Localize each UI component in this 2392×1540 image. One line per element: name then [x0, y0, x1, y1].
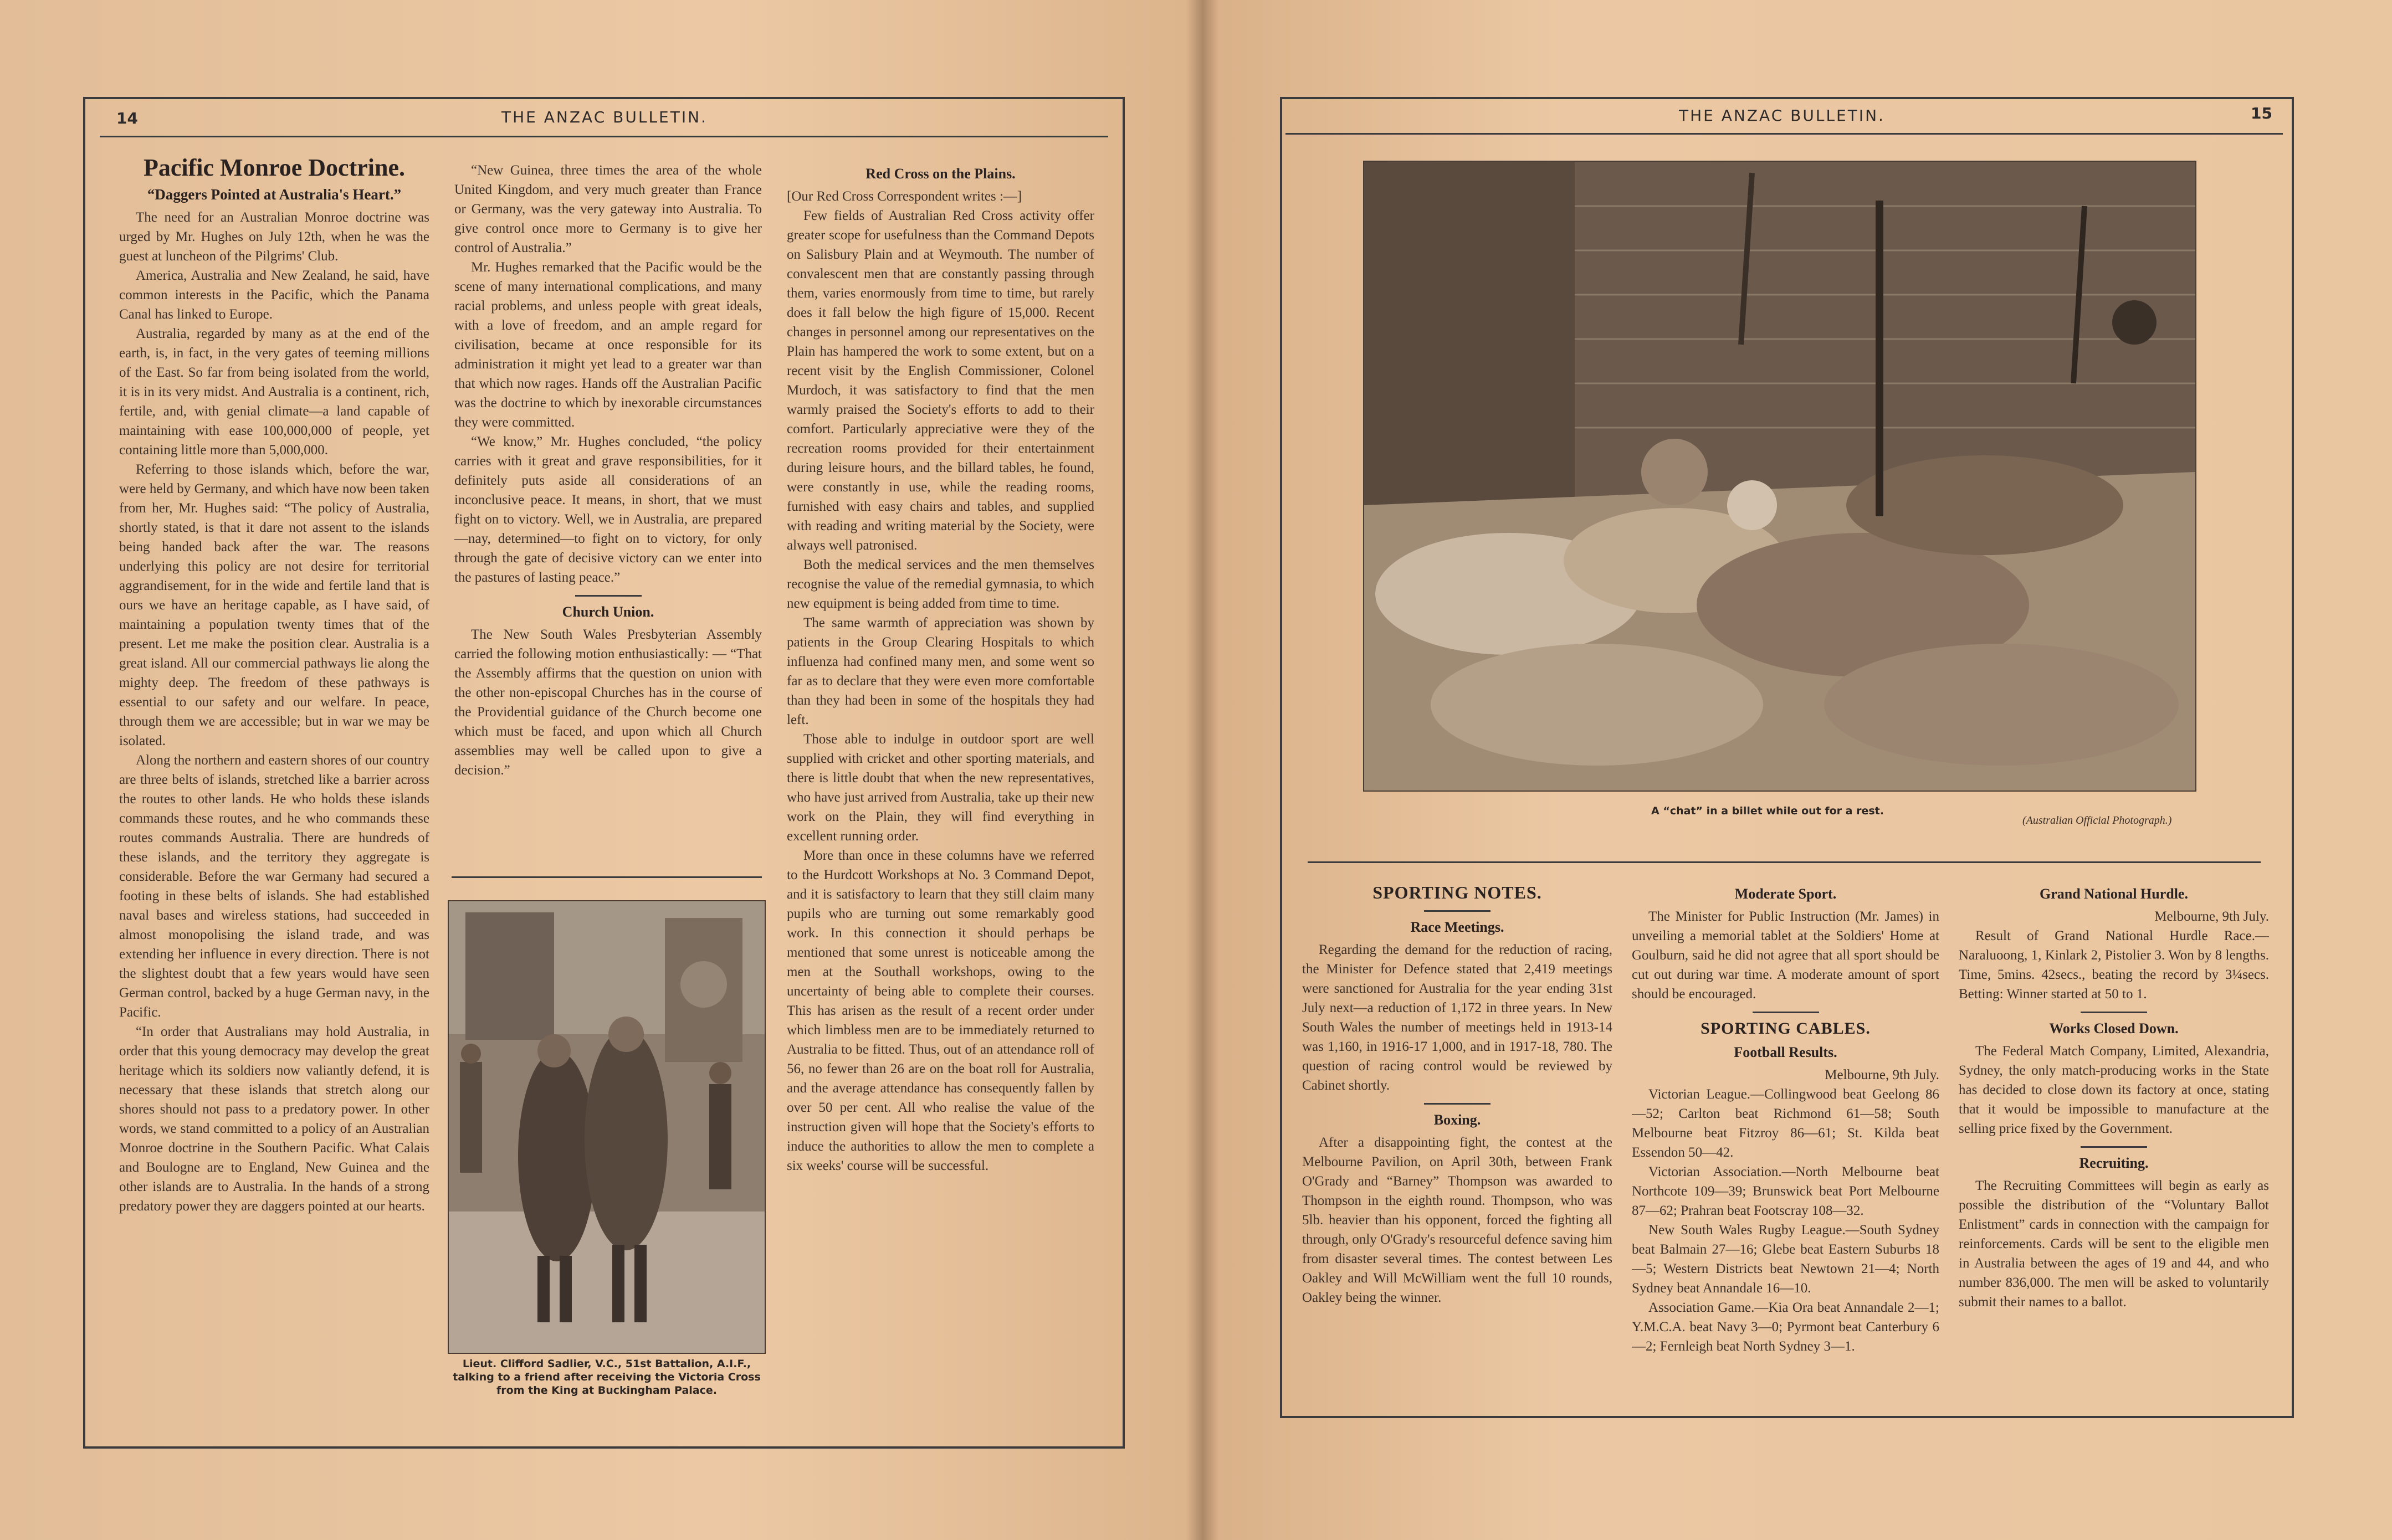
paragraph: Few fields of Australian Red Cross activity offer greater scope for usefulness than the Command Depots on Salisbury Plain and at Weymouth. The number of convalescent men that are constantly passing through them, varies enormously from time to time, but rarely does it fall below the high figure of 15,000. Recent changes in personnel among our representatives on the Plain has hampered the work to some extent, but on a recent visit by the English Commissioner, Colonel Murdoch, it was satisfactory to find that the men warmly praised the Society's efforts to add to their comfort. Particularly appreciative were they of the recreation rooms provided for their entertainment during leisure hours, and the billard tables, he found, were constantly in use, while the reading rooms, furnished with easy chairs and tables, and supplied with reading and writing material by the Society, were always well patronised. [787, 208, 1094, 553]
article-title-pacific: Pacific Monroe Doctrine. [143, 158, 405, 181]
paragraph: Australia, regarded by many as at the end of the earth, is, in fact, in the very gates of teeming millions of the East. So far from being isolated from the world, it is in its very midst. And Australia is a continent, rich, fertile, and, with genial climate—a land capable of maintaining with ease 100,000,000 of people, yet containing little more than 5,000,000. [119, 326, 429, 458]
paragraph: The Minister for Public Instruction (Mr. James) in unveiling a memorial tablet at the Soldiers' Home at Goulburn, said he did not agree that all sport should be cut out during war time. A moderate amount of sport should be encouraged. [1632, 909, 1939, 1002]
section-rule [575, 595, 642, 597]
right-column-3 [1959, 881, 2269, 1413]
football-results-title: Football Results. [1734, 1044, 1837, 1060]
red-cross-byline: [Our Red Cross Correspondent writes :—] [787, 189, 1022, 204]
paragraph: Mr. Hughes remarked that the Pacific would be the scene of many international complications, and many racial problems, and unless people with great ideals, with a love of freedom, and an ample regard for civilisation, became at once responsible for its administration it might yet lead to a greater war than that which now rages. Hands off the Australian Pacific was the doctrine to which by inexorable circumstances they were committed. [454, 260, 762, 430]
paragraph: Victorian League.—Collingwood beat Geelong 86—52; Carlton beat Richmond 61—58; South Melbourne beat Fitzroy 86—61; St. Kilda beat Essendon 50—42. [1632, 1087, 1939, 1160]
billet-photo-illustration [1364, 162, 2195, 790]
billet-photo-caption: A “chat” in a billet while out for a rest. [1651, 805, 1884, 817]
paragraph: New South Wales Rugby League.—South Sydney beat Balmain 27—16; Glebe beat Eastern Suburbs 18—5; Western Districts beat Newtown 21—4; North Sydney beat Annandale 16—10. [1632, 1223, 1939, 1296]
right-column-1 [1302, 881, 1612, 1413]
left-running-head: THE ANZAC BULLETIN. [501, 108, 708, 126]
paragraph: Along the northern and eastern shores of our country are three belts of islands, stretched like a barrier across the routes to other lands. He who holds these islands commands these routes, and he who commands these routes commands Australia. There are hundreds of these islands, and the territory they aggregate is considerable. Before the war Germany had secured a footing in these belts of islands. She had established naval bases and wireless stations, had succeeded in almost monopolising the island trade, and was extending her influence in every direction. There is not the slightest doubt that a few years would have seen German control, backed by a huge German navy, in the Pacific. [119, 753, 429, 1020]
race-meetings-title: Race Meetings. [1410, 919, 1504, 935]
paragraph: The same warmth of appreciation was shown by patients in the Group Clearing Hospitals to which influenza had confined many men, and some went so far as to declare that they were even more comfortable than they had been in some of the hospitals they had left. [787, 615, 1094, 727]
section-rule [1424, 1103, 1490, 1105]
paragraph: Result of Grand National Hurdle Race.—Naraluoong, 1, Kinlark 2, Pistolier 3. Won by 8 lengths. Time, 5mins. 42secs., beating the record by 3¼secs. Betting: Winner started at 50 to 1. [1959, 928, 2269, 1002]
church-union-title: Church Union. [562, 604, 654, 620]
paragraph: More than once in these columns have we referred to the Hurdcott Workshops at No. 3 Command Depot, and it is satisfactory to learn that they still claim many pupils who are turning out some remarkably good work. In this connection it should perhaps be mentioned that some unrest is noticeable among the men at the Southall workshops, owing to the uncertainty of being able to complete their courses. This has arisen as the result of a recent order under which limbless men are to be immediately returned to Australia to be fitted. Thus, out of an attendance roll of 56, no fewer than 26 are on the boat roll for Australia, and the average attendance has consequently fallen by over 50 per cent. All who realise the value of the instruction given will hope that the Society's efforts to induce the authorities to allow the men to complete a six weeks' course will be successful. [787, 848, 1094, 1173]
article-subtitle: “Daggers Pointed at Australia's Heart.” [147, 186, 402, 203]
paragraph: “We know,” Mr. Hughes concluded, “the policy carries with it great and grave responsibilities, for it definitely puts aside all considerations of an inconclusive peace. It means, in short, that we must fight on to victory. Well, we in Australia, are prepared—nay, determined—to fight on to victory, for only through the gate of decisive victory can we enter into the pastures of lasting peace.” [454, 434, 762, 585]
section-rule [1753, 1012, 1819, 1013]
left-page-number: 14 [116, 109, 138, 127]
paragraph: “New Guinea, three times the area of the whole United Kingdom, and very much greater than France or Germany, was the very gateway into Australia. To give control once more to Germany is to give her control of Australia.” [454, 163, 762, 255]
section-rule [2081, 1146, 2147, 1148]
paragraph: Those able to indulge in outdoor sport are well supplied with cricket and other sporting materials, and there is little doubt that when the new representatives, who have just arrived from Australia, take up their new work on the Plain, they will find everything in excellent running order. [787, 732, 1094, 844]
hurdle-dateline: Melbourne, 9th July. [2154, 909, 2269, 924]
right-running-head: THE ANZAC BULLETIN. [1679, 106, 1885, 125]
section-separator [1308, 861, 2261, 863]
paragraph: America, Australia and New Zealand, he said, have common interests in the Pacific, which the Panama Canal has linked to Europe. [119, 268, 429, 322]
paragraph: The Federal Match Company, Limited, Alexandria, Sydney, the only match-producing works in the State has decided to close down its factory at once, stating that it would be impossible to manufacture at the selling price fixed by the Government. [1959, 1044, 2269, 1136]
moderate-sport-title: Moderate Sport. [1734, 886, 1837, 902]
paragraph: “In order that Australians may hold Australia, in order that this young democracy may develop the great heritage which its soldiers now valiantly defend, it is necessary that these islands that stretch along our shores should not pass to a predatory power. In other words, we stand committed to a policy of an Australian Monroe doctrine in the Southern Pacific. What Calais and Boulogne are to England, New Guinea and the other islands are to Australia. In the hands of a strong predatory power they are daggers pointed at our hearts. [119, 1024, 429, 1214]
paragraph: The New South Wales Presbyterian Assembly carried the following motion enthusiastically: — “That the Assembly affirms that the question on union with the other non-episcopal Churches has in the course of the Providential guidance of the Church become one which must be faced, and upon which all Church assemblies may well be called upon to give a decision.” [454, 627, 762, 778]
right-head-rule [1285, 133, 2283, 135]
grand-national-title: Grand National Hurdle. [2040, 886, 2188, 902]
paragraph: Referring to those islands which, before the war, were held by Germany, and which have now been taken from her, Mr. Hughes said: “The policy of Australia, shortly stated, is that it dare not assent to the islands being handed back after the war. The reasons underlying this policy are not desire for territorial aggrandisement, for in the wide and fertile land that is ours we have an heritage capable, as I have said, of maintaining a population twenty times that of the present. Let me make the position clear. Australia is a great island. All our commercial pathways lie along the mighty deep. The freedom of these pathways is essential to our safety and our welfare. In peace, through them we are accessible; but in war we may be isolated. [119, 462, 429, 748]
vc-photo-caption: Lieut. Clifford Sadlier, V.C., 51st Battalion, A.I.F., talking to a friend after receiving the Victoria Cross from the King at Buckingham Palace. [453, 1358, 761, 1397]
vc-photo [448, 900, 766, 1354]
paragraph: After a disappointing fight, the contest at the Melbourne Pavilion, on April 30th, between Frank O'Grady and “Barney” Thompson was awarded to Thompson in the eighth round. Thompson, who was 5lb. heavier than his opponent, forced the fighting all through, only O'Grady's resourceful defence saving him from disaster several times. The contest between Les Oakley and Will McWilliam went the full 10 rounds, Oakley being the winner. [1302, 1135, 1612, 1305]
paragraph: The need for an Australian Monroe doctrine was urged by Mr. Hughes on July 12th, when he was the guest at luncheon of the Pilgrims' Club. [119, 210, 429, 264]
paragraph: Association Game.—Kia Ora beat Annandale 2—1; Y.M.C.A. beat Navy 3—0; Pyrmont beat Canterbury 6—2; Fernleigh beat North Sydney 3—1. [1632, 1300, 1939, 1354]
paragraph: Regarding the demand for the reduction of racing, the Minister for Defence stated that 2,419 meetings were sanctioned for Australia for the year ending 31st July next—a reduction of 1,172 in three years. In New South Wales the number of meetings held in 1913-14 was 1,160, in 1916-17 1,000, and in 1917-18, 780. The question of racing control would be reviewed by Cabinet shortly. [1302, 942, 1612, 1093]
paragraph: Victorian Association.—North Melbourne beat Northcote 109—39; Brunswick beat Port Melbourne 87—62; Prahran beat Footscray 108—32. [1632, 1164, 1939, 1218]
boxing-title: Boxing. [1433, 1112, 1481, 1128]
red-cross-title: Red Cross on the Plains. [865, 166, 1016, 182]
vc-photo-illustration [449, 901, 765, 1353]
paragraph: The Recruiting Committees will begin as early as possible the distribution of the “Voluntary Ballot Enlistment” cards in connection with the campaign for reinforcements. Cards will be sent to the eligible men in Australia between the ages of 19 and 44, and who number 836,000. The men will be asked to voluntarily submit their names to a ballot. [1959, 1178, 2269, 1310]
left-column-3 [787, 161, 1094, 1429]
section-rule [2081, 1012, 2147, 1013]
left-column-1 [119, 158, 429, 1426]
section-rule [1424, 910, 1490, 912]
paragraph: Both the medical services and the men themselves recognise the value of the remedial gymnasia, to which new equipment is being added from time to time. [787, 557, 1094, 611]
column-separator [452, 876, 762, 878]
right-column-2 [1632, 881, 1939, 1413]
right-page-number: 15 [2251, 104, 2272, 122]
left-column-2 [454, 161, 762, 875]
gutter [1186, 0, 1219, 1540]
recruiting-title: Recruiting. [2079, 1155, 2149, 1171]
left-head-rule [100, 136, 1108, 137]
sporting-notes-title: SPORTING NOTES. [1372, 882, 1542, 902]
sporting-cables-title: SPORTING CABLES. [1700, 1019, 1871, 1038]
billet-photo [1363, 161, 2196, 792]
football-dateline: Melbourne, 9th July. [1825, 1067, 1939, 1082]
works-closed-title: Works Closed Down. [2049, 1020, 2179, 1036]
billet-photo-credit: (Australian Official Photograph.) [2022, 814, 2172, 827]
